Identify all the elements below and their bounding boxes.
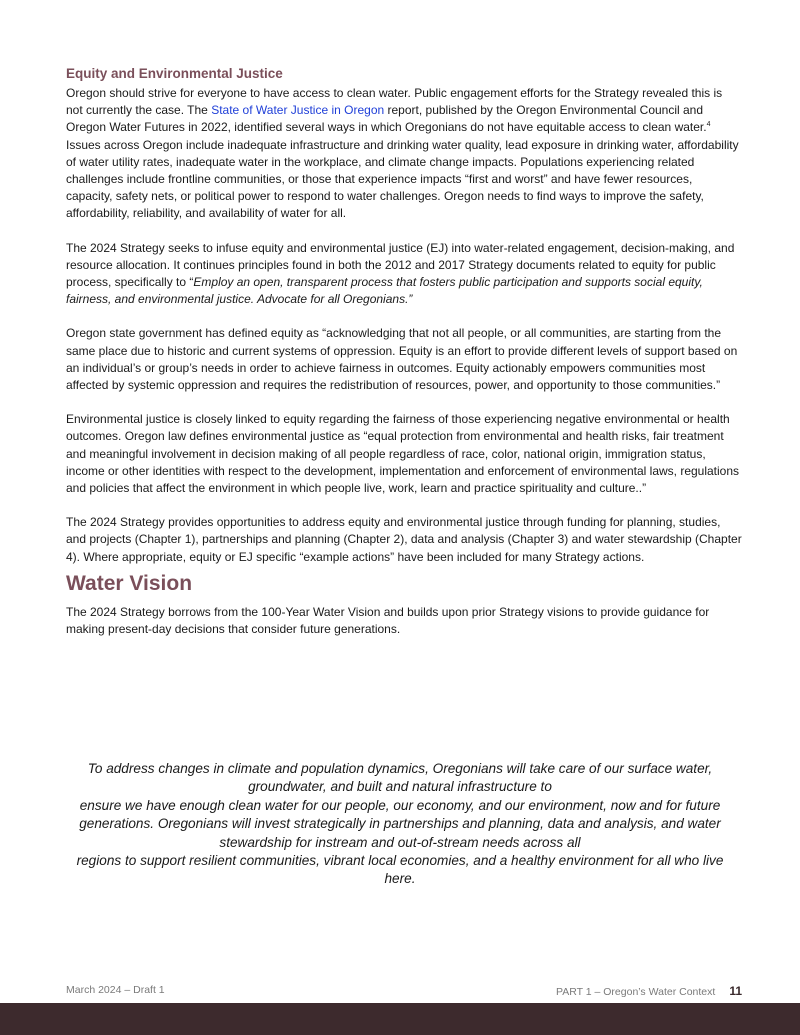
vision-quote-line-2: ensure we have enough clean water for our people, our economy, and our environment, now and for future generations. Oregonians will invest strategically in partnerships and planning, data and analysis, and water stewardship for instream and out-of-stream needs across all <box>79 797 721 850</box>
vision-quote <box>60 760 740 889</box>
p1-text-b: report, published by the Oregon Environmental Council and Oregon Water Futures in 2022, identified several ways in which Oregonians do not have equitable access to clean water. <box>66 103 707 135</box>
footer-section-title: PART 1 – Oregon’s Water Context <box>555 986 716 998</box>
p1-text-c: Issues across Oregon include inadequate infrastructure and drinking water quality, lead exposure in drinking water, affordability of water utility rates, inadequate water in the workplace, and climate change impacts. Populations experiencing related challenges include frontline communities, or those that experience impacts “first and worst” and have fewer resources, capacity, safety nets, or political power to respond to water challenges. Oregon needs to find ways to improve the safety, affordability, reliability, and availability of water for all. <box>66 137 739 221</box>
paragraph-vision-intro: The 2024 Strategy borrows from the 100-Year Water Vision and builds upon prior Strategy visions to provide guidance for making present-day decisions that consider future generations. <box>66 604 710 637</box>
footnote-marker: 4 <box>706 121 711 129</box>
p2-text-a: The 2024 Strategy seeks to infuse equity and environmental justice (EJ) into water-related engagement, decision-making, and resource allocation. It continues principles found in both the 2012 and 2017 Strategy documents related to equity for public process, specifically to “ <box>66 240 735 290</box>
paragraph-equity-3: Oregon state government has defined equity as “acknowledging that not all people, or all communities, are starting from the same place due to historic and current systems of oppression. Equity is an effort to provide different levels of support based on an individual’s or group’s needs in order to achieve fairness in outcomes. Equity actionably empowers communities most affected by systemic oppression and requires the redistribution of resources, power, and opportunity to those communities.” <box>66 326 738 393</box>
section-heading-equity: Equity and Environmental Justice <box>66 66 283 81</box>
paragraph-equity-1 <box>66 85 742 223</box>
page-footer <box>66 984 742 998</box>
footer-band <box>0 1003 800 1035</box>
p2-italic-quote: Employ an open, transparent process that fosters public participation and supports social equity, fairness, and environmental justice. Advocate for all Oregonians.” <box>66 275 703 307</box>
section-heading-water-vision: Water Vision <box>66 571 193 595</box>
state-of-water-justice-link[interactable]: State of Water Justice in Oregon <box>211 103 385 118</box>
paragraph-equity-4: Environmental justice is closely linked to equity regarding the fairness of those experiencing negative environmental or health outcomes. Oregon law defines environmental justice as “equal protection from environmental and health risks, fair treatment and meaningful involvement in decision making of all people regardless of race, color, national origin, immigration status, income or other identities with respect to the development, implementation and enforcement of environmental laws, regulations and policies that affect the environment in which people live, work, learn and practice spirituality and culture..” <box>66 412 740 496</box>
page-number: 11 <box>729 984 742 998</box>
page-content <box>66 66 742 655</box>
vision-quote-line-3: regions to support resilient communities, vibrant local economies, and a healthy environment for all who live here. <box>76 853 724 887</box>
paragraph-equity-5: The 2024 Strategy provides opportunities to address equity and environmental justice through funding for planning, studies, and projects (Chapter 1), partnerships and planning (Chapter 2), data and analysis (Chapter 3) and water stewardship (Chapter 4). Where appropriate, equity or EJ specific “example actions” have been included for many Strategy actions. <box>66 515 742 564</box>
footer-date: March 2024 – Draft 1 <box>66 984 165 996</box>
paragraph-equity-2 <box>66 240 742 309</box>
vision-quote-line-1: To address changes in climate and population dynamics, Oregonians will take care of our surface water, groundwater, and built and natural infrastructure to <box>87 761 713 795</box>
p1-text-a: Oregon should strive for everyone to have access to clean water. Public engagement efforts for the Strategy revealed this is not currently the case. The <box>66 86 723 118</box>
footer-right <box>556 984 742 998</box>
